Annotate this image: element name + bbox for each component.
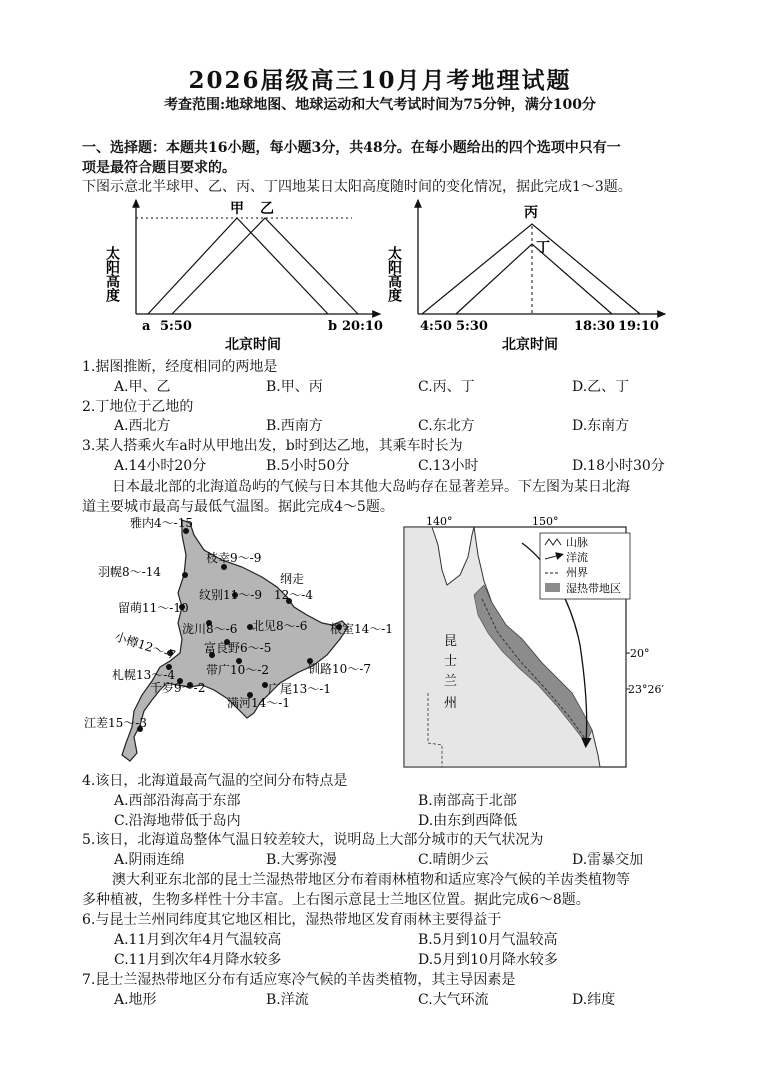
question-2-option-b: B.西南方	[266, 418, 323, 434]
svg-text:士: 士	[444, 654, 458, 669]
lat-label-2326: 23°26′	[628, 683, 664, 696]
svg-text:州: 州	[444, 696, 458, 711]
exam-title: 2026届级高三10月月考地理试题	[188, 67, 572, 94]
section-heading-line2: 项是最符合题目要求的。	[82, 160, 236, 176]
passage2-line2: 道主要城市最高与最低气温图。据此完成4～5题。	[82, 499, 394, 515]
question-6-option-a: A.11月到次年4月气温较高	[114, 932, 282, 948]
passage3-line1: 澳大利亚东北部的昆士兰湿热带地区分布着雨林植物和适应寒冷气候的羊齿类植物等	[112, 872, 630, 888]
passage2-line1: 日本最北部的北海道岛屿的气候与日本其他大岛屿存在显著差异。下左图为某日北海	[112, 479, 630, 495]
question-7-stem: 7.昆士兰湿热带地区分布有适应寒冷气候的羊齿类植物，其主导因素是	[82, 972, 516, 988]
city-label: 雅内4～-15	[130, 516, 193, 530]
question-7-option-d: D.纬度	[572, 992, 616, 1008]
svg-text:山脉: 山脉	[566, 536, 588, 549]
question-2-option-d: D.东南方	[572, 418, 630, 434]
question-3-option-a: A.14小时20分	[114, 458, 207, 474]
map-legend	[540, 533, 630, 599]
question-2-stem: 2.丁地位于乙地的	[82, 399, 194, 415]
question-5-option-d: D.雷暴交加	[572, 852, 644, 868]
tick-a: a	[142, 319, 151, 334]
figure1-intro: 下图示意北半球甲、乙、丙、丁四地某日太阳高度随时间的变化情况，据此完成1～3题。	[82, 179, 632, 195]
lon-label-150: 150°	[532, 515, 559, 528]
city-label: 满河14～-1	[227, 696, 290, 710]
question-7-option-a: A.地形	[114, 992, 157, 1008]
question-7-option-b: B.洋流	[266, 992, 309, 1008]
lat-label-20: 20°	[630, 647, 650, 660]
city-label: 富良野6～-5	[204, 641, 272, 655]
city-label: 小樽12～-7	[113, 629, 178, 663]
city-label: 钏路10～-7	[308, 662, 371, 676]
question-1-option-c: C.丙、丁	[418, 379, 475, 395]
question-5-option-a: A.阴雨连绵	[114, 852, 185, 868]
question-2-option-c: C.东北方	[418, 418, 475, 434]
question-3-option-c: C.13小时	[418, 458, 479, 474]
curve-jia	[148, 218, 328, 314]
label-yi: 乙	[260, 201, 274, 217]
passage3-line2: 多种植被，生物多样性十分丰富。上右图示意昆士兰地区位置。据此完成6～8题。	[82, 892, 590, 908]
question-6-option-d: D.5月到10月降水较多	[418, 952, 558, 968]
question-4-stem: 4.该日，北海道最高气温的空间分布特点是	[82, 773, 348, 789]
question-5-option-b: B.大雾弥漫	[266, 852, 337, 868]
question-3-option-d: D.18小时30分	[572, 458, 665, 474]
question-4-option-a: A.西部沿海高于东部	[114, 793, 241, 809]
city-label: 江差15～-3	[84, 716, 147, 730]
city-label: 留萌11～-10	[118, 601, 189, 615]
city-label: 羽幌8～-14	[98, 565, 161, 579]
tick-b: b	[328, 319, 338, 334]
city-label: 泷川8～-6	[182, 622, 238, 636]
city-label: 12～-4	[274, 588, 313, 602]
svg-text:昆: 昆	[444, 634, 458, 649]
hokkaido-temperature-map	[82, 515, 400, 765]
tick-450: 4:50	[420, 319, 452, 334]
label-jia: 甲	[230, 201, 244, 217]
question-6-option-c: C.11月到次年4月降水较多	[114, 952, 282, 968]
question-4-option-b: B.南部高于北部	[418, 793, 517, 809]
tick-530: 5:30	[456, 319, 488, 334]
label-ding: 丁	[536, 240, 550, 256]
city-label: 广尾13～-1	[268, 682, 331, 696]
question-7-option-c: C.大气环流	[418, 992, 489, 1008]
svg-text:兰: 兰	[444, 674, 458, 689]
exam-subtitle: 考查范围:地球地图、地球运动和大气考试时间为75分钟，满分100分	[164, 97, 596, 113]
section-heading-line1: 一、选择题：本题共16小题，每小题3分，共48分。在每小题给出的四个选项中只有一	[82, 140, 621, 156]
question-5-stem: 5.该日，北海道岛整体气温日较差较大，说明岛上大部分城市的天气状况为	[82, 832, 544, 848]
question-3-stem: 3.某人搭乘火车a时从甲地出发，b时到达乙地，其乘车时长为	[82, 438, 463, 454]
city-label: 纲走	[280, 572, 305, 586]
left-ylabel: 太阳高度	[104, 246, 120, 302]
queensland-location-map	[402, 515, 670, 775]
question-5-option-c: C.晴朗少云	[418, 852, 489, 868]
question-6-option-b: B.5月到10月气温较高	[418, 932, 558, 948]
city-label: 根室14～-1	[330, 622, 393, 636]
svg-text:洋流: 洋流	[566, 551, 588, 564]
curve-yi	[172, 218, 358, 314]
city-label: 千岁9～-2	[150, 681, 206, 695]
question-4-option-d: D.由东到西降低	[418, 813, 518, 829]
question-1-stem: 1.据图推断，经度相同的两地是	[82, 359, 278, 375]
city-label: 北见8～-6	[252, 619, 308, 633]
right-ylabel: 太阳高度	[386, 246, 402, 302]
svg-text:湿热带地区: 湿热带地区	[566, 582, 621, 595]
curve-bing	[422, 224, 640, 314]
question-1-option-b: B.甲、丙	[266, 379, 323, 395]
tick-1910: 19:10	[618, 319, 659, 334]
question-2-option-a: A.西北方	[114, 418, 171, 434]
right-xlabel: 北京时间	[502, 337, 558, 353]
question-4-option-c: C.沿海地带低于岛内	[114, 813, 241, 829]
lon-label-140: 140°	[426, 515, 453, 528]
wet-tropics-legend-swatch	[545, 583, 560, 592]
svg-text:州界: 州界	[566, 566, 588, 579]
city-label: 纹别11～-9	[199, 588, 262, 602]
tick-2010: 20:10	[342, 319, 383, 334]
right-solar-chart	[386, 200, 665, 353]
city-label: 札幌13～-4	[112, 668, 175, 682]
city-label: 枝幸9～-9	[206, 551, 262, 565]
question-1-option-a: A.甲、乙	[114, 379, 171, 395]
label-bing: 丙	[524, 205, 538, 221]
left-solar-chart	[104, 200, 383, 353]
question-6-stem: 6.与昆士兰州同纬度其它地区相比，湿热带地区发育雨林主要得益于	[82, 912, 502, 928]
tick-1830: 18:30	[574, 319, 615, 334]
city-label: 带广10～-2	[206, 663, 269, 677]
curve-ding	[456, 244, 612, 314]
question-3-option-b: B.5小时50分	[266, 458, 350, 474]
left-xlabel: 北京时间	[225, 337, 281, 353]
question-1-option-d: D.乙、丁	[572, 379, 630, 395]
tick-550: 5:50	[160, 319, 192, 334]
solar-altitude-figure	[100, 196, 680, 356]
